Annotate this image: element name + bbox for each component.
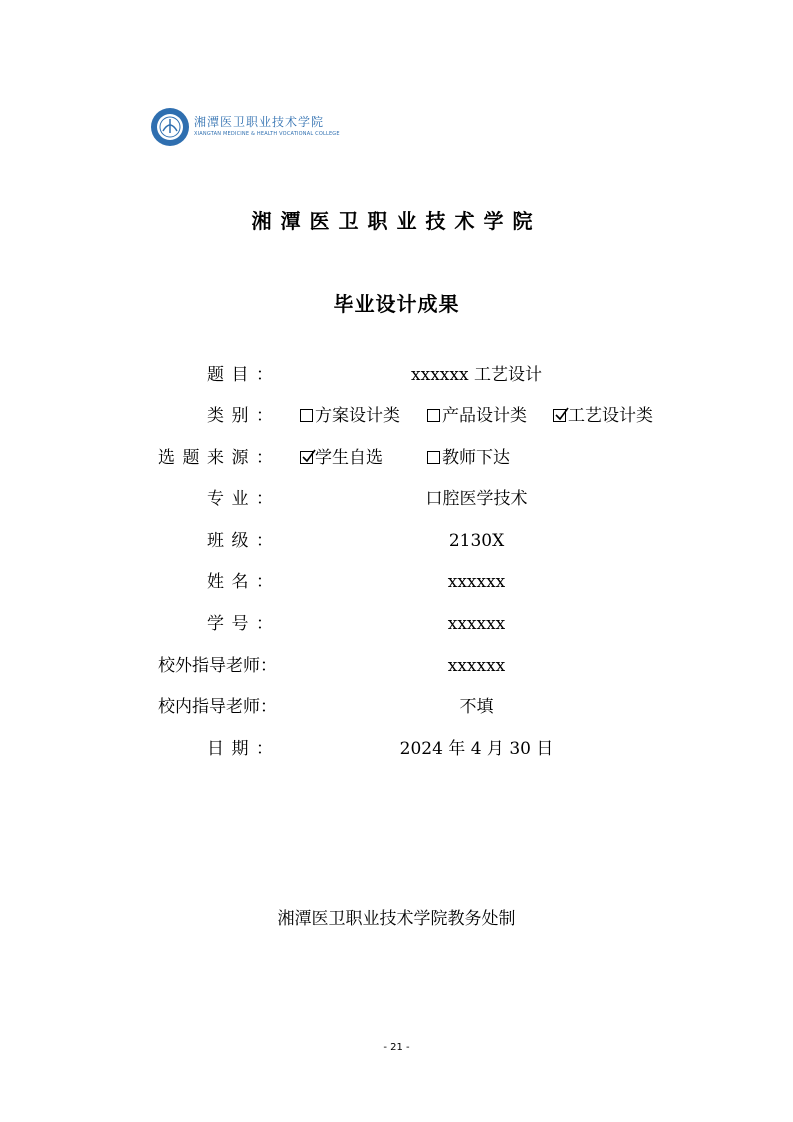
- source-option-teacher[interactable]: [427, 443, 510, 473]
- field-major-value: 口腔医学技术: [425, 489, 528, 509]
- checkbox-checked-icon[interactable]: [300, 451, 313, 464]
- field-date-value: 2024 年 4 月 30 日: [399, 739, 554, 759]
- field-class: [0, 526, 793, 556]
- checkbox-unchecked-icon[interactable]: [300, 409, 313, 422]
- college-seal-icon: [150, 107, 190, 147]
- field-category: [0, 401, 793, 431]
- field-internal-advisor-label: 校内指导老师：: [158, 697, 277, 717]
- field-topic-label: 题目：: [207, 365, 273, 385]
- field-source: [0, 443, 793, 473]
- field-name-value: xxxxxx: [447, 572, 506, 592]
- category-option-plan[interactable]: [300, 401, 400, 431]
- field-date: [0, 734, 793, 764]
- field-student-id-label: 学号：: [207, 614, 273, 634]
- checkbox-unchecked-icon[interactable]: [427, 451, 440, 464]
- issuer-footer: 湘潭医卫职业技术学院教务处制: [277, 909, 516, 929]
- field-name-label: 姓名：: [207, 572, 273, 592]
- field-major-label: 专业：: [207, 489, 273, 509]
- field-external-advisor-label: 校外指导老师：: [158, 656, 277, 676]
- field-major: [0, 484, 793, 514]
- category-option-label: 工艺设计类: [568, 406, 653, 426]
- field-student-id-value: xxxxxx: [447, 614, 506, 634]
- category-option-label: 方案设计类: [315, 406, 400, 426]
- source-option-student[interactable]: [300, 443, 383, 473]
- page-number: - 21 -: [383, 1042, 410, 1053]
- field-name: [0, 567, 793, 597]
- field-topic: [0, 360, 793, 390]
- field-student-id: [0, 609, 793, 639]
- field-class-label: 班级：: [207, 531, 273, 551]
- checkbox-checked-icon[interactable]: [553, 409, 566, 422]
- field-category-label: 类别：: [207, 406, 273, 426]
- field-internal-advisor-value: 不填: [459, 697, 494, 717]
- field-source-label: 选题来源：: [158, 448, 273, 468]
- category-option-process[interactable]: [553, 401, 653, 431]
- field-date-label: 日期：: [207, 739, 273, 759]
- category-option-product[interactable]: [427, 401, 527, 431]
- field-internal-advisor: [0, 692, 793, 722]
- logo-name-cn: 湘潭医卫职业技术学院: [194, 115, 325, 129]
- field-topic-value: xxxxxx 工艺设计: [411, 365, 542, 385]
- field-external-advisor-value: xxxxxx: [447, 656, 506, 676]
- document-title: 毕业设计成果: [333, 292, 460, 316]
- source-option-label: 学生自选: [315, 448, 383, 468]
- category-option-label: 产品设计类: [442, 406, 527, 426]
- field-class-value: 2130X: [448, 531, 505, 551]
- checkbox-unchecked-icon[interactable]: [427, 409, 440, 422]
- logo-name-en: XIANGTAN MEDICINE & HEALTH VOCATIONAL COLLEGE: [194, 131, 340, 137]
- field-external-advisor: [0, 651, 793, 681]
- source-option-label: 教师下达: [442, 448, 510, 468]
- college-logo: [150, 107, 340, 147]
- school-title: 湘潭医卫职业技术学院: [251, 209, 542, 233]
